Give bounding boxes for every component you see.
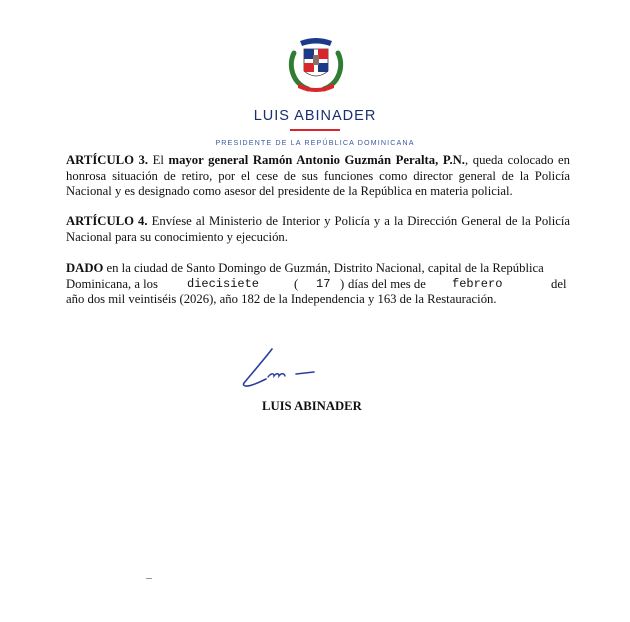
handwritten-signature [236,343,336,395]
article-3-text-a: El [148,153,169,167]
header-name: LUIS ABINADER [253,108,377,124]
paren-close: ) [340,276,345,291]
dias-del-mes-text: días del mes de [348,276,426,291]
dado-line-2 [66,277,570,293]
del-text: del [551,276,567,291]
month-name: febrero [452,276,503,291]
paren-open: ( [294,276,299,291]
header-subtitle: PRESIDENTE DE LA REPÚBLICA DOMINICANA [215,138,415,147]
dado-label: DADO [66,261,104,275]
article-4-label: ARTÍCULO 4. [66,214,148,228]
article-3-officer-name: mayor general Ramón Antonio Guzmán Peralta, P.N. [168,153,465,167]
dado-line-1 [66,261,570,277]
day-number: 17 [316,276,331,291]
article-4-text: Envíese al Ministerio de Interior y Policía y a la Dirección General de la Policía Nacional para su conocimiento y ejecución. [66,214,571,244]
article-3-paragraph [66,153,570,200]
page-mark [146,578,152,579]
dado-line-3: año dos mil veintiséis (2026), año 182 de la Independencia y 163 de la Restauración. [66,292,497,306]
article-3-label: ARTÍCULO 3. [66,153,149,167]
day-in-words: diecisiete [187,276,260,291]
coat-of-arms-seal [286,33,346,95]
dado-paragraph [66,261,570,308]
article-4-paragraph [66,214,570,245]
signatory-name: LUIS ABINADER [262,399,362,413]
dado-pre-text: Dominicana, a los [66,276,158,291]
dado-line-1-text: en la ciudad de Santo Domingo de Guzmán, Distrito Nacional, capital de la República [103,261,544,275]
header-divider [290,129,340,131]
article-3-text-b: , queda colocado en honrosa situación de retiro, por el cese de sus funciones como director general de la Policía Nacional y es designado como asesor del presidente de la República en materia policial. [66,153,570,198]
